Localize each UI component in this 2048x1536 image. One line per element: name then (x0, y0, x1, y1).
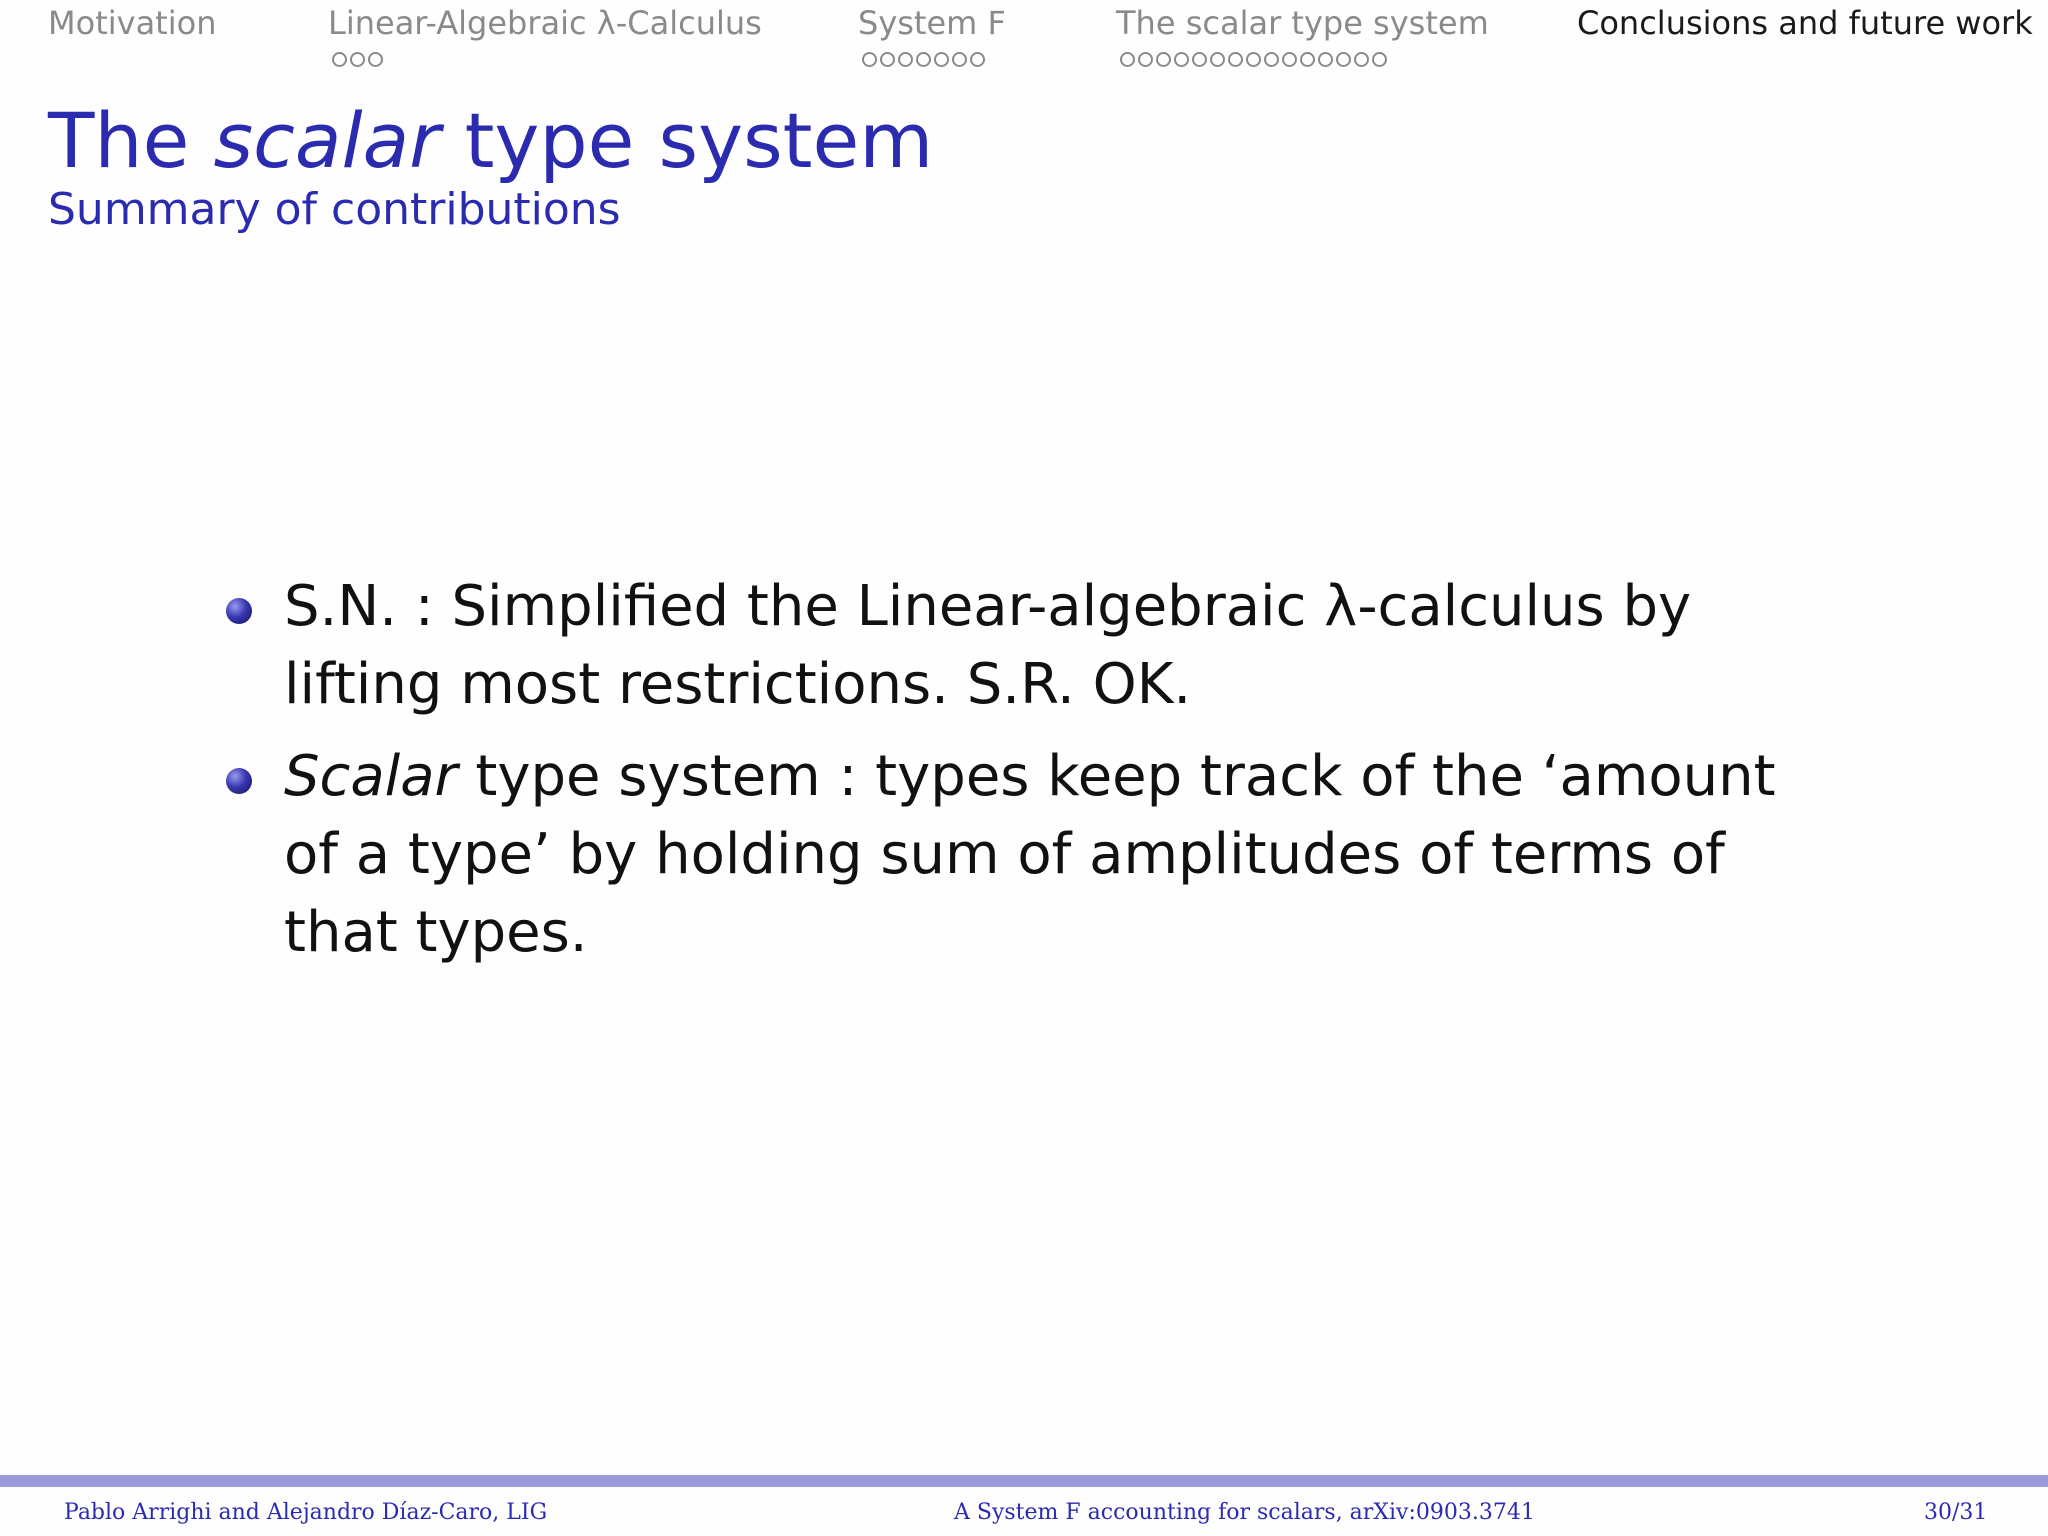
bullet-ball-icon (226, 768, 252, 794)
nav-dot-icon[interactable] (1192, 52, 1207, 67)
title-suffix: type system (440, 96, 934, 185)
footer-bar (0, 1475, 2048, 1487)
title-prefix: The (48, 96, 214, 185)
nav-section-conclusions[interactable]: Conclusions and future work (1577, 4, 2033, 42)
page-subtitle: Summary of contributions (48, 184, 621, 235)
page-title (48, 96, 933, 186)
bullet-text: type system : types keep track of the ‘amount of a type’ by holding sum of amplitudes of terms of that types. (284, 744, 1776, 965)
bullet-ball-icon (226, 598, 252, 624)
bullet-emphasis: Scalar (284, 744, 458, 809)
nav-dot-icon[interactable] (1264, 52, 1279, 67)
nav-dot-icon[interactable] (332, 52, 347, 67)
nav-dot-icon[interactable] (1228, 52, 1243, 67)
bullet-text: S.N. : Simplified the Linear-algebraic λ-calculus by lifting most restrictions. S.R. OK. (284, 574, 1692, 717)
nav-dot-icon[interactable] (1210, 52, 1225, 67)
nav-dot-icon[interactable] (1318, 52, 1333, 67)
nav-dots-scalar-type-system (1120, 52, 1387, 68)
nav-dot-icon[interactable] (1138, 52, 1153, 67)
bullet-list (222, 568, 1842, 986)
nav-dot-icon[interactable] (862, 52, 877, 67)
nav-dot-icon[interactable] (1336, 52, 1351, 67)
nav-dot-icon[interactable] (934, 52, 949, 67)
footer-authors: Pablo Arrighi and Alejandro Díaz-Caro, LIG (64, 1500, 548, 1525)
title-emphasis: scalar (213, 96, 441, 185)
nav-dot-icon[interactable] (952, 52, 967, 67)
nav-section-system-f[interactable]: System F (858, 4, 1006, 42)
nav-dot-icon[interactable] (1246, 52, 1261, 67)
nav-dot-icon[interactable] (880, 52, 895, 67)
nav-dot-icon[interactable] (1120, 52, 1135, 67)
nav-dots-system-f (862, 52, 985, 68)
nav-dot-icon[interactable] (970, 52, 985, 67)
nav-dot-icon[interactable] (898, 52, 913, 67)
nav-dot-icon[interactable] (368, 52, 383, 67)
nav-section-linear-algebraic[interactable]: Linear-Algebraic λ-Calculus (328, 4, 762, 42)
nav-dot-icon[interactable] (1282, 52, 1297, 67)
nav-dot-icon[interactable] (350, 52, 365, 67)
nav-section-scalar-type-system[interactable]: The scalar type system (1116, 4, 1489, 42)
nav-dot-icon[interactable] (1354, 52, 1369, 67)
footer-page-number: 30/31 (1924, 1500, 1988, 1525)
nav-section-motivation[interactable]: Motivation (48, 4, 217, 42)
footer-title: A System F accounting for scalars, arXiv:0903.3741 (954, 1500, 1535, 1525)
list-item (222, 568, 1842, 724)
list-item (222, 738, 1842, 972)
nav-dot-icon[interactable] (1156, 52, 1171, 67)
nav-dot-icon[interactable] (1372, 52, 1387, 67)
nav-dot-icon[interactable] (1300, 52, 1315, 67)
nav-dot-icon[interactable] (916, 52, 931, 67)
nav-dot-icon[interactable] (1174, 52, 1189, 67)
nav-dots-linear-algebraic (332, 52, 383, 68)
